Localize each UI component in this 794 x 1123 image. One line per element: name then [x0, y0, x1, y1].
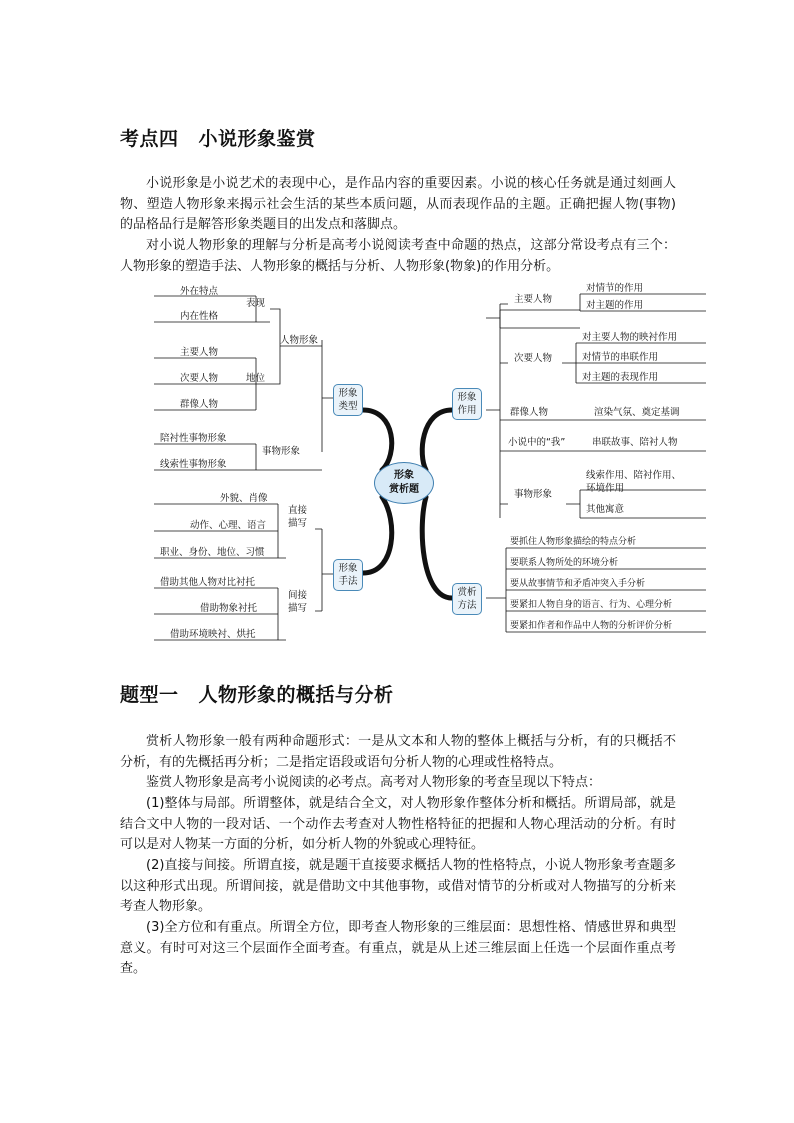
category-appreciation-method-line1: 赏析	[457, 587, 477, 598]
node-clue-thing: 线索性事物形象	[160, 459, 227, 470]
node-indirect-description	[288, 589, 307, 615]
node-foil-thing: 陪衬性事物形象	[160, 433, 227, 444]
node-outer-traits: 外在特点	[180, 286, 219, 297]
node-r-plot-function: 对情节的作用	[586, 283, 644, 294]
node-status: 地位	[246, 373, 266, 384]
category-image-technique-line2: 手法	[338, 576, 358, 587]
category-appreciation-method-line2: 方法	[457, 600, 477, 611]
type-heading-number: 题型一	[120, 684, 179, 706]
category-image-type	[333, 384, 363, 416]
intro-paragraph-2: 对小说人物形象的理解与分析是高考小说阅读考查中命题的热点，这部分常设考点有三个：人物形象的塑造手法、人物形象的概括与分析、人物形象(物象)的作用分析。	[120, 238, 676, 274]
node-expression: 表现	[246, 298, 266, 309]
category-image-type-line1: 形象	[338, 388, 358, 399]
section-heading-title: 小说形象鉴赏	[198, 128, 316, 150]
center-node	[374, 462, 434, 504]
node-indirect-description-line1: 间接	[288, 590, 308, 601]
node-r-theme-function: 对主题的作用	[586, 300, 644, 311]
method-item: 要抓住人物形象描绘的特点分析	[510, 537, 637, 547]
node-secondary-character: 次要人物	[180, 373, 219, 384]
node-r-other-meaning: 其他寓意	[586, 504, 625, 515]
category-appreciation-method	[452, 583, 482, 615]
node-inner-character: 内在性格	[180, 311, 219, 322]
node-r-group-character: 群像人物	[510, 407, 549, 418]
node-direct-description	[288, 504, 307, 530]
center-node-line2: 赏析题	[389, 484, 419, 495]
node-r-main-character: 主要人物	[514, 294, 553, 305]
category-image-function-line1: 形象	[457, 392, 477, 403]
node-r-narrator-role: 串联故事、陪衬人物	[592, 437, 678, 448]
method-item: 要从故事情节和矛盾冲突入手分析	[510, 579, 646, 589]
node-group-character: 群像人物	[180, 399, 219, 410]
node-occupation-identity: 职业、身份、地位、习惯	[160, 547, 265, 558]
trunk-curves	[363, 410, 452, 598]
type-heading-title: 人物形象的概括与分析	[198, 684, 394, 706]
section-heading-number: 考点四	[120, 128, 179, 150]
node-r-theme-expression: 对主题的表现作用	[582, 372, 659, 383]
node-main-character: 主要人物	[180, 347, 219, 358]
category-image-type-line2: 类型	[338, 401, 358, 412]
method-item: 要紧扣人物自身的语言、行为、心理分析	[510, 600, 673, 610]
node-thing-image: 事物形象	[262, 446, 301, 457]
node-action-psychology: 动作、心理、语言	[190, 520, 267, 531]
section-heading	[120, 124, 316, 151]
node-r-secondary-character: 次要人物	[514, 353, 553, 364]
node-environment-foil: 借助环境映衬、烘托	[170, 629, 256, 640]
category-image-function	[452, 388, 482, 420]
intro-paragraph-1: 小说形象是小说艺术的表现中心，是作品内容的重要因素。小说的核心任务就是通过刻画人物、塑造人物形象来揭示社会生活的某些本质问题，从而表现作品的主题。正确把握人物(事物)的品格品行是解答形象类题目的出发点和落脚点。	[120, 176, 676, 232]
center-node-line1: 形象	[394, 470, 414, 481]
type-paragraph-5: (3)全方位和有重点。所谓全方位，即考查人物形象的三维层面：思想性格、情感世界和典型意义。有时可对这三个层面作全面考查。有重点，就是从上述三维层面上任选一个层面作重点考查。	[120, 920, 676, 976]
node-r-thing-image: 事物形象	[514, 489, 553, 500]
node-r-atmosphere: 渲染气氛、奠定基调	[594, 407, 680, 418]
type-paragraph-4: (2)直接与间接。所谓直接，就是题干直接要求概括人物的性格特点，小说人物形象考查题多以这种形式出现。所谓间接，就是借助文中其他事物，或借对情节的分析或对人物描写的分析来考查人物形象。	[120, 858, 676, 914]
node-r-plot-link: 对情节的串联作用	[582, 352, 659, 363]
node-direct-description-line1: 直接	[288, 505, 308, 516]
type-paragraph-3: (1)整体与局部。所谓整体，就是结合全文，对人物形象作整体分析和概括。所谓局部，就是结合文中人物的一段对话、一个动作去考查对人物性格特征的把握和人物心理活动的分析。有时可以是对人物某一方面的分析，如分析人物的外貌或心理特征。	[120, 796, 676, 852]
node-indirect-description-line2: 描写	[288, 603, 308, 614]
node-object-foil: 借助物象衬托	[200, 603, 258, 614]
node-r-foil-main: 对主要人物的映衬作用	[582, 332, 678, 343]
category-image-technique-line1: 形象	[338, 563, 358, 574]
node-r-thing-functions	[586, 469, 681, 495]
method-item: 要紧扣作者和作品中人物的分析评价分析	[510, 621, 673, 631]
type-heading	[120, 680, 394, 707]
node-r-narrator: 小说中的“我”	[508, 437, 566, 448]
node-contrast-other: 借助其他人物对比衬托	[160, 577, 256, 588]
category-image-function-line2: 作用	[457, 405, 477, 416]
node-character-image: 人物形象	[280, 335, 319, 346]
type-paragraph-1: 赏析人物形象一般有两种命题形式：一是从文本和人物的整体上概括与分析，有的只概括不分析，有的先概括再分析；二是指定语段或语句分析人物的心理或性格特点。	[120, 734, 676, 770]
category-image-technique	[333, 559, 363, 591]
type-paragraph-2: 鉴赏人物形象是高考小说阅读的必考点。高考对人物形象的考查呈现以下特点：	[146, 775, 602, 790]
node-direct-description-line2: 描写	[288, 518, 308, 529]
node-r-thing-functions-line1: 线索作用、陪衬作用、	[586, 470, 682, 481]
method-item: 要联系人物所处的环境分析	[510, 558, 619, 568]
node-r-thing-functions-line2: 环境作用	[586, 483, 625, 494]
mind-map	[146, 280, 712, 650]
node-appearance: 外貌、肖像	[220, 493, 268, 504]
